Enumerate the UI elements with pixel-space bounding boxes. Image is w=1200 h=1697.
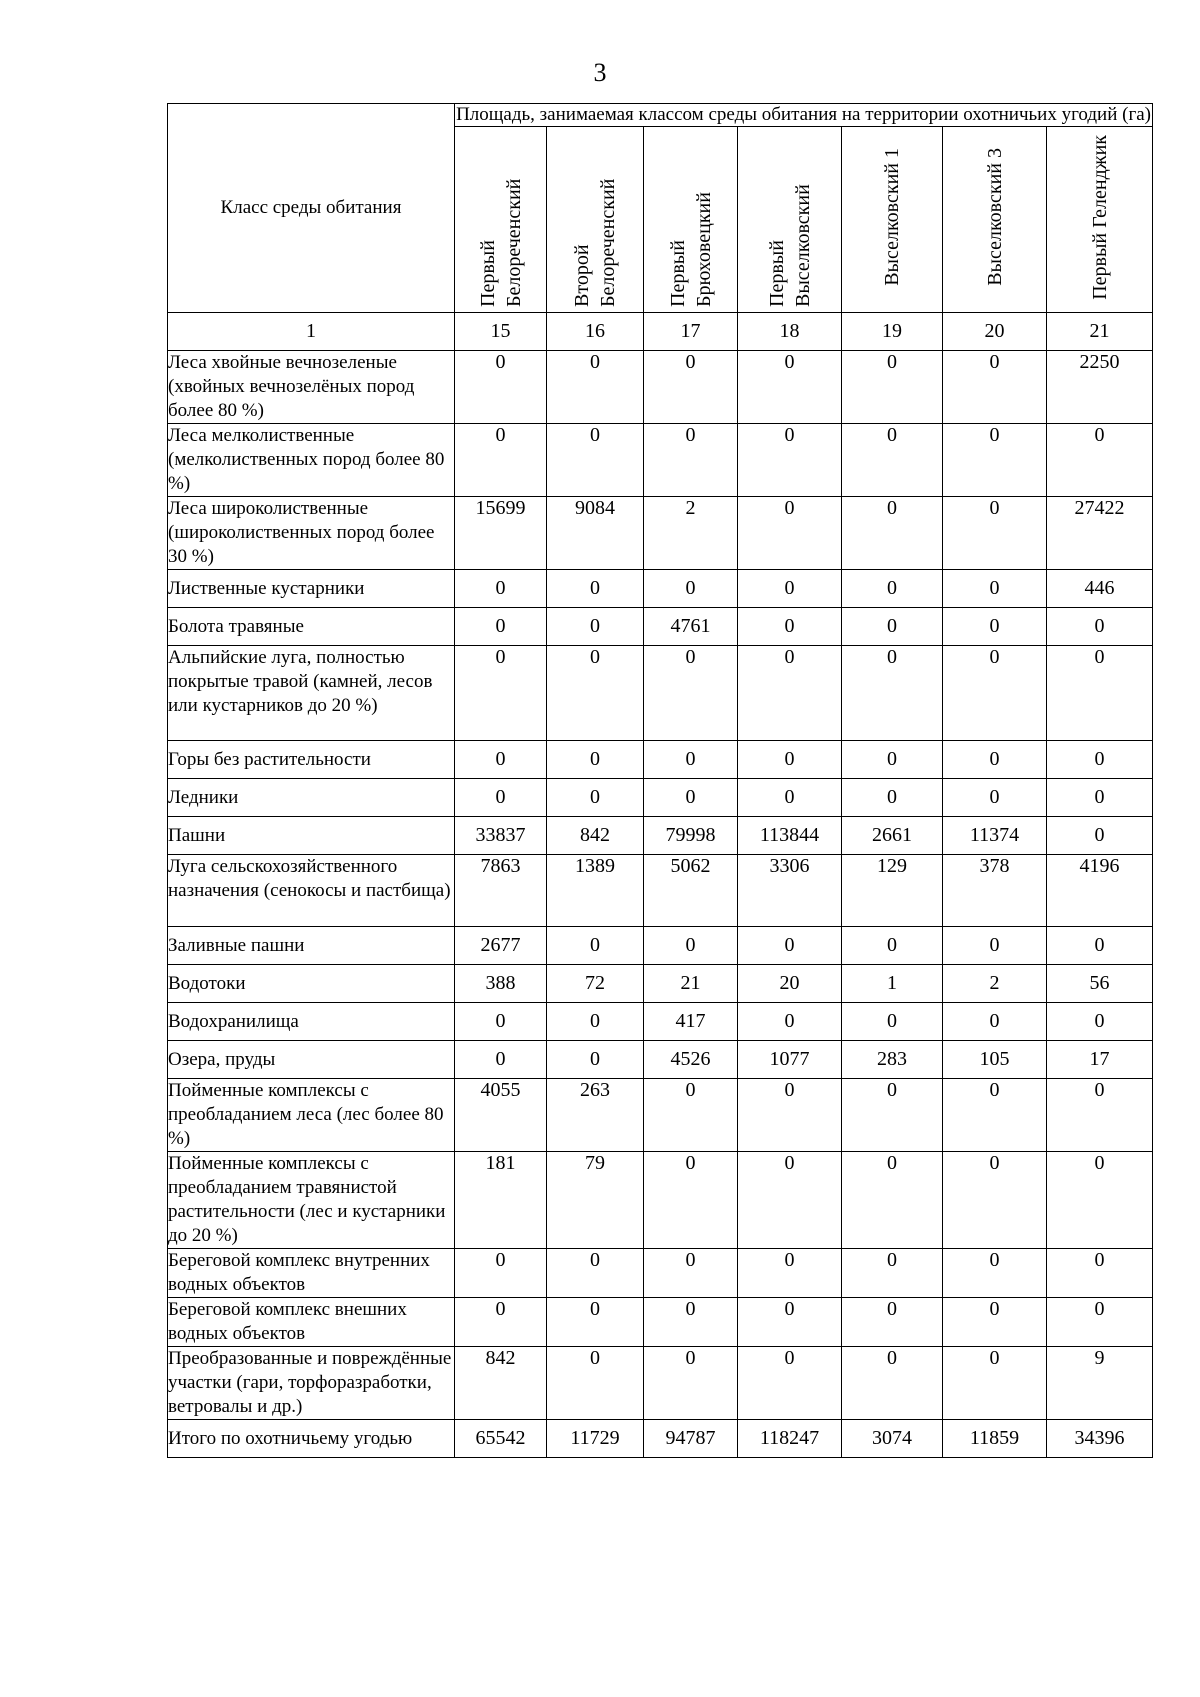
column-number: 21 (1047, 313, 1153, 351)
area-value: 0 (738, 424, 842, 497)
area-value: 181 (455, 1152, 547, 1249)
habitat-class-label: Заливные пашни (168, 927, 455, 965)
habitat-class-label: Водотоки (168, 965, 455, 1003)
area-value: 0 (644, 1152, 738, 1249)
area-value: 94787 (644, 1420, 738, 1458)
area-value: 0 (1047, 817, 1153, 855)
area-value: 0 (644, 927, 738, 965)
area-value: 0 (842, 779, 943, 817)
column-number: 1 (168, 313, 455, 351)
area-value: 27422 (1047, 497, 1153, 570)
area-value: 842 (547, 817, 644, 855)
page-number: 3 (593, 58, 607, 87)
area-value: 0 (842, 1249, 943, 1298)
area-value: 118247 (738, 1420, 842, 1458)
area-value: 0 (644, 1079, 738, 1152)
area-value: 0 (547, 1347, 644, 1420)
area-value: 0 (644, 646, 738, 741)
area-value: 0 (738, 1003, 842, 1041)
area-value: 0 (943, 570, 1047, 608)
area-value: 20 (738, 965, 842, 1003)
area-value: 0 (1047, 424, 1153, 497)
area-value: 0 (738, 646, 842, 741)
area-header: Площадь, занимаемая классом среды обитания на территории охотничьих угодий (га) (456, 104, 1152, 125)
area-value: 0 (842, 1347, 943, 1420)
area-value: 0 (842, 927, 943, 965)
area-value: 0 (1047, 1152, 1153, 1249)
table-row (168, 497, 1153, 570)
area-value: 0 (943, 1249, 1047, 1298)
area-value: 0 (842, 646, 943, 741)
area-value: 0 (1047, 741, 1153, 779)
area-value: 0 (547, 927, 644, 965)
table-row (168, 817, 1153, 855)
habitat-class-label: Пашни (168, 817, 455, 855)
area-value: 0 (842, 1298, 943, 1347)
area-value: 0 (455, 608, 547, 646)
column-header-label: Первый Белореченский (476, 178, 525, 307)
area-value: 4055 (455, 1079, 547, 1152)
habitat-class-label: Болота травяные (168, 608, 455, 646)
table-row (168, 1041, 1153, 1079)
area-value: 0 (842, 497, 943, 570)
area-value: 5062 (644, 855, 738, 927)
area-value: 15699 (455, 497, 547, 570)
area-value: 0 (1047, 1298, 1153, 1347)
area-value: 0 (738, 927, 842, 965)
area-value: 1077 (738, 1041, 842, 1079)
habitat-class-label: Пойменные комплексы с преобладанием травянистой растительности (лес и кустарники до 20 %) (168, 1152, 455, 1249)
area-value: 17 (1047, 1041, 1153, 1079)
area-value: 0 (738, 1152, 842, 1249)
area-value: 0 (943, 424, 1047, 497)
area-value: 3074 (842, 1420, 943, 1458)
area-value: 56 (1047, 965, 1153, 1003)
area-value: 1 (842, 965, 943, 1003)
table-row (168, 1249, 1153, 1298)
table-row (168, 570, 1153, 608)
area-value: 283 (842, 1041, 943, 1079)
area-value: 0 (547, 741, 644, 779)
area-value: 0 (547, 1298, 644, 1347)
area-value: 0 (842, 424, 943, 497)
area-value: 2 (644, 497, 738, 570)
area-value: 0 (644, 779, 738, 817)
area-value: 0 (455, 1249, 547, 1298)
area-value: 0 (943, 1079, 1047, 1152)
area-value: 9084 (547, 497, 644, 570)
area-value: 0 (1047, 927, 1153, 965)
area-value: 0 (644, 1347, 738, 1420)
column-header (547, 127, 644, 313)
area-value: 0 (455, 351, 547, 424)
area-value: 0 (842, 570, 943, 608)
area-value: 4761 (644, 608, 738, 646)
habitat-class-label: Леса мелколиственные (мелколиственных пород более 80 %) (168, 424, 455, 497)
column-header (1047, 127, 1153, 313)
area-value: 11729 (547, 1420, 644, 1458)
area-value: 0 (547, 608, 644, 646)
table-row (168, 1152, 1153, 1249)
table-row (168, 351, 1153, 424)
area-value: 2661 (842, 817, 943, 855)
area-value: 0 (842, 1152, 943, 1249)
habitat-class-label: Ледники (168, 779, 455, 817)
area-value: 1389 (547, 855, 644, 927)
area-value: 446 (1047, 570, 1153, 608)
habitat-class-label: Водохранилища (168, 1003, 455, 1041)
area-value: 9 (1047, 1347, 1153, 1420)
column-header-label: Первый Геленджик (1088, 134, 1111, 300)
area-value: 0 (1047, 1249, 1153, 1298)
habitat-class-label: Альпийские луга, полностью покрытые травой (камней, лесов или кустарников до 20 %) (168, 646, 455, 741)
area-value: 0 (455, 1003, 547, 1041)
area-value: 0 (547, 1003, 644, 1041)
table-row (168, 1347, 1153, 1420)
area-value: 0 (644, 351, 738, 424)
area-value: 0 (455, 570, 547, 608)
area-value: 0 (943, 497, 1047, 570)
area-value: 0 (738, 1347, 842, 1420)
area-value: 0 (943, 646, 1047, 741)
area-value: 0 (644, 1249, 738, 1298)
area-value: 0 (547, 779, 644, 817)
area-value: 0 (547, 424, 644, 497)
area-value: 263 (547, 1079, 644, 1152)
area-value: 0 (547, 1041, 644, 1079)
area-value: 388 (455, 965, 547, 1003)
table-row (168, 1003, 1153, 1041)
area-value: 0 (644, 424, 738, 497)
column-number: 20 (943, 313, 1047, 351)
area-value: 65542 (455, 1420, 547, 1458)
area-value: 0 (547, 351, 644, 424)
column-header-label: Первый Выселковский (765, 184, 814, 307)
habitat-class-label: Лиственные кустарники (168, 570, 455, 608)
area-value: 0 (943, 1347, 1047, 1420)
area-value: 0 (842, 351, 943, 424)
column-header (842, 127, 943, 313)
table-row (168, 424, 1153, 497)
table-row (168, 965, 1153, 1003)
area-value: 2 (943, 965, 1047, 1003)
habitat-area-table (167, 103, 1153, 1458)
area-value: 7863 (455, 855, 547, 927)
area-value: 0 (644, 741, 738, 779)
table-row (168, 927, 1153, 965)
area-value: 0 (738, 779, 842, 817)
area-value: 0 (738, 351, 842, 424)
area-value: 0 (943, 1152, 1047, 1249)
area-value: 0 (943, 1298, 1047, 1347)
habitat-class-label: Леса широколиственные (широколиственных пород более 30 %) (168, 497, 455, 570)
area-value: 11859 (943, 1420, 1047, 1458)
habitat-class-label: Береговой комплекс внешних водных объектов (168, 1298, 455, 1347)
area-value: 3306 (738, 855, 842, 927)
habitat-class-label: Горы без растительности (168, 741, 455, 779)
area-value: 417 (644, 1003, 738, 1041)
table-body (168, 104, 1153, 1458)
table-row (168, 1298, 1153, 1347)
area-value: 0 (1047, 1003, 1153, 1041)
area-value: 79 (547, 1152, 644, 1249)
area-value: 0 (738, 1249, 842, 1298)
column-header (738, 127, 842, 313)
habitat-class-label: Озера, пруды (168, 1041, 455, 1079)
area-value: 0 (738, 608, 842, 646)
area-value: 11374 (943, 817, 1047, 855)
area-value: 0 (943, 351, 1047, 424)
area-value: 113844 (738, 817, 842, 855)
column-number: 18 (738, 313, 842, 351)
area-value: 79998 (644, 817, 738, 855)
habitat-class-header: Класс среды обитания (168, 104, 455, 313)
area-value: 0 (644, 1298, 738, 1347)
area-value: 0 (943, 779, 1047, 817)
area-value: 0 (1047, 1079, 1153, 1152)
habitat-class-label: Преобразованные и повреждённые участки (гари, торфоразработки, ветровалы и др.) (168, 1347, 455, 1420)
table-row (168, 1079, 1153, 1152)
header-row-top (168, 104, 1153, 127)
area-value: 21 (644, 965, 738, 1003)
area-value: 0 (943, 927, 1047, 965)
area-value: 72 (547, 965, 644, 1003)
table-row (168, 646, 1153, 741)
area-value: 2250 (1047, 351, 1153, 424)
column-header (943, 127, 1047, 313)
habitat-class-label: Итого по охотничьему угодью (168, 1420, 455, 1458)
area-value: 0 (547, 570, 644, 608)
area-value: 33837 (455, 817, 547, 855)
area-value: 0 (943, 608, 1047, 646)
column-header-label: Выселковский 3 (983, 148, 1006, 286)
area-value: 0 (455, 646, 547, 741)
column-number-row (168, 313, 1153, 351)
area-value: 0 (842, 741, 943, 779)
area-value: 105 (943, 1041, 1047, 1079)
area-value: 0 (842, 1003, 943, 1041)
table-row (168, 741, 1153, 779)
area-value: 0 (738, 1298, 842, 1347)
area-value: 0 (738, 741, 842, 779)
column-number: 17 (644, 313, 738, 351)
area-value: 0 (547, 1249, 644, 1298)
area-value: 0 (738, 570, 842, 608)
area-value: 2677 (455, 927, 547, 965)
area-value: 0 (547, 646, 644, 741)
table-row (168, 779, 1153, 817)
column-header-label: Первый Брюховецкий (666, 192, 715, 307)
column-header (455, 127, 547, 313)
habitat-class-label: Пойменные комплексы с преобладанием леса (лес более 80 %) (168, 1079, 455, 1152)
column-header-label: Второй Белореченский (571, 178, 619, 307)
area-value: 0 (455, 424, 547, 497)
area-value: 0 (1047, 779, 1153, 817)
area-value: 0 (1047, 608, 1153, 646)
area-value: 0 (738, 497, 842, 570)
table-row (168, 1420, 1153, 1458)
habitat-class-label: Леса хвойные вечнозеленые (хвойных вечнозелёных пород более 80 %) (168, 351, 455, 424)
area-value: 0 (1047, 646, 1153, 741)
area-value: 4526 (644, 1041, 738, 1079)
area-value: 0 (455, 779, 547, 817)
area-value: 842 (455, 1347, 547, 1420)
area-value: 0 (943, 1003, 1047, 1041)
area-value: 0 (842, 608, 943, 646)
area-value: 0 (943, 741, 1047, 779)
table-row (168, 855, 1153, 927)
column-number: 15 (455, 313, 547, 351)
area-value: 4196 (1047, 855, 1153, 927)
habitat-class-label: Луга сельскохозяйственного назначения (сенокосы и пастбища) (168, 855, 455, 927)
area-value: 378 (943, 855, 1047, 927)
area-value: 0 (455, 741, 547, 779)
area-value: 0 (644, 570, 738, 608)
area-value: 0 (738, 1079, 842, 1152)
column-number: 19 (842, 313, 943, 351)
column-number: 16 (547, 313, 644, 351)
habitat-class-label: Береговой комплекс внутренних водных объектов (168, 1249, 455, 1298)
area-value: 0 (455, 1298, 547, 1347)
area-value: 0 (455, 1041, 547, 1079)
column-header (644, 127, 738, 313)
column-header-label: Выселковский 1 (881, 148, 903, 286)
table-row (168, 608, 1153, 646)
area-value: 34396 (1047, 1420, 1153, 1458)
area-value: 0 (842, 1079, 943, 1152)
area-value: 129 (842, 855, 943, 927)
